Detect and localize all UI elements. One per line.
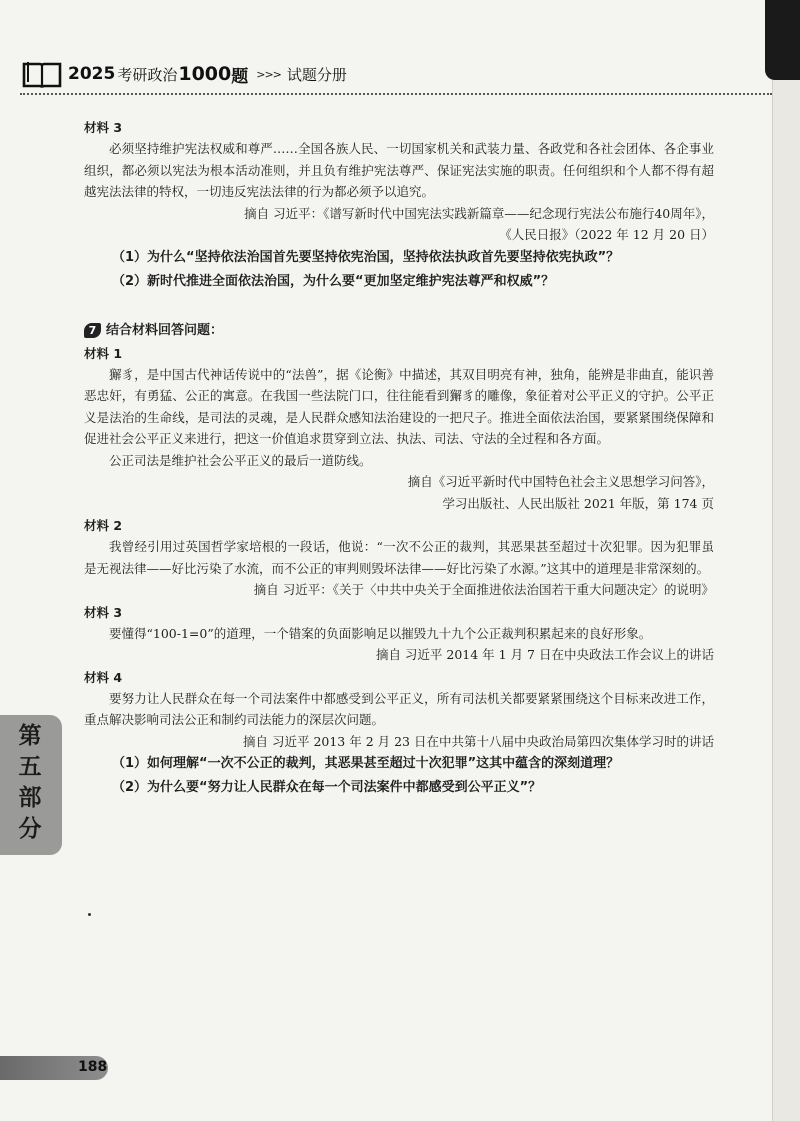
sub-question: （1）为什么“坚持依法治国首先要坚持依宪治国，坚持依法执政首先要坚持依宪执政”？ — [112, 249, 620, 265]
material-label: 材料 3 — [84, 604, 123, 620]
question-prompt: 结合材料回答问题： — [106, 322, 224, 338]
material-text: 公正司法是维护社会公平正义的最后一道防线。 — [109, 452, 372, 468]
material-text: 獬豸，是中国古代神话传说中的“法兽”，据《论衡》中描述，其双目明亮有神，独角，能辨是非曲直，能识善恶忠奸，有勇猛、公正的寓意。在我国一些法院门口，往往能看到獬豸的雕像，象征着对公平正义的守护。公平正义是法治的生命线，是司法的灵魂，是人民群众感知法治建设的一把尺子。推进全面依法治国，要紧紧围绕保障和促进社会公平正义来进行，把这一价值追求贯穿到立法、执法、司法、守法的全过程和各方面。 — [84, 366, 714, 446]
scan-speck — [88, 913, 91, 916]
sub-question: （1）如何理解“一次不公正的裁判，其恶果甚至超过十次犯罪”这其中蕴含的深刻道理？ — [112, 756, 620, 771]
page-edge-shadow — [765, 0, 800, 80]
material-text: 要懂得“100-1=0”的道理，一个错案的负面影响足以摧毁九十九个公正裁判积累起来的良好形象。 — [109, 625, 652, 641]
material-source: 摘自 习近平：《关于〈中共中央关于全面推进依法治国若干重大问题决定〉的说明》 — [253, 582, 714, 597]
header-title: 考研政治 — [117, 65, 178, 84]
main-content — [84, 116, 714, 800]
material-text: 必须坚持维护宪法权威和尊严……全国各族人民、一切国家机关和武装力量、各政党和各社会团体、各企事业组织，都必须以宪法为根本活动准则，并且负有维护宪法尊严、保证宪法实施的职责。任何组织和个人都不得有超越宪法法律的特权，一切违反宪法法律的行为都必须予以追究。 — [84, 141, 714, 199]
header-year: 2025 — [68, 64, 116, 84]
material-label: 材料 2 — [84, 518, 123, 533]
material-label: 材料 4 — [84, 669, 123, 685]
material-source: 学习出版社、人民出版社 2021 年版，第 174 页 — [442, 495, 714, 511]
material-source: 《人民日报》（2022 年 12 月 20 日） — [499, 227, 714, 242]
header-arrows: >>> — [256, 67, 281, 81]
page-number: 188 — [78, 1059, 108, 1075]
page-edge-strip — [772, 80, 800, 1121]
side-tab-label: 第五部分 — [18, 723, 42, 842]
material-source: 摘自《习近平新时代中国特色社会主义思想学习问答》， — [407, 474, 714, 489]
material-label: 材料 3 — [84, 120, 123, 135]
header-title-suffix: 题 — [231, 66, 249, 87]
section-side-tab — [0, 715, 62, 855]
sub-question: （2）为什么要“努力让人民群众在每一个司法案件中都感受到公平正义”？ — [112, 780, 542, 795]
material-text: 我曾经引用过英国哲学家培根的一段话，他说：“一次不公正的裁判，其恶果甚至超过十次犯罪。因为犯罪虽是无视法律——好比污染了水流，而不公正的审判则毁坏法律——好比污染了水源。”这其中的道理是非常深刻的。 — [84, 539, 714, 576]
page-header — [22, 58, 347, 90]
sub-question: （2）新时代推进全面依法治国，为什么要“更加坚定维护宪法尊严和权威”？ — [112, 273, 555, 289]
header-subtitle: 试题分册 — [286, 65, 347, 84]
material-label: 材料 1 — [84, 345, 123, 361]
question-number-badge: 7 — [84, 323, 101, 338]
material-source: 摘自 习近平 2014 年 1 月 7 日在中央政法工作会议上的讲话 — [375, 647, 714, 662]
material-source: 摘自 习近平 2013 年 2 月 23 日在中共第十八届中央政治局第四次集体学习时的讲话 — [243, 733, 714, 749]
open-book-icon — [22, 60, 62, 88]
material-text: 要努力让人民群众在每一个司法案件中都感受到公平正义，所有司法机关都要紧紧围绕这个目标来改进工作，重点解决影响司法公正和制约司法能力的深层次问题。 — [84, 690, 714, 727]
header-divider — [20, 93, 772, 95]
material-source: 摘自 习近平：《谱写新时代中国宪法实践新篇章——纪念现行宪法公布施行40周年》， — [244, 205, 714, 221]
header-title-number: 1000 — [178, 63, 232, 85]
question-heading — [84, 320, 714, 342]
